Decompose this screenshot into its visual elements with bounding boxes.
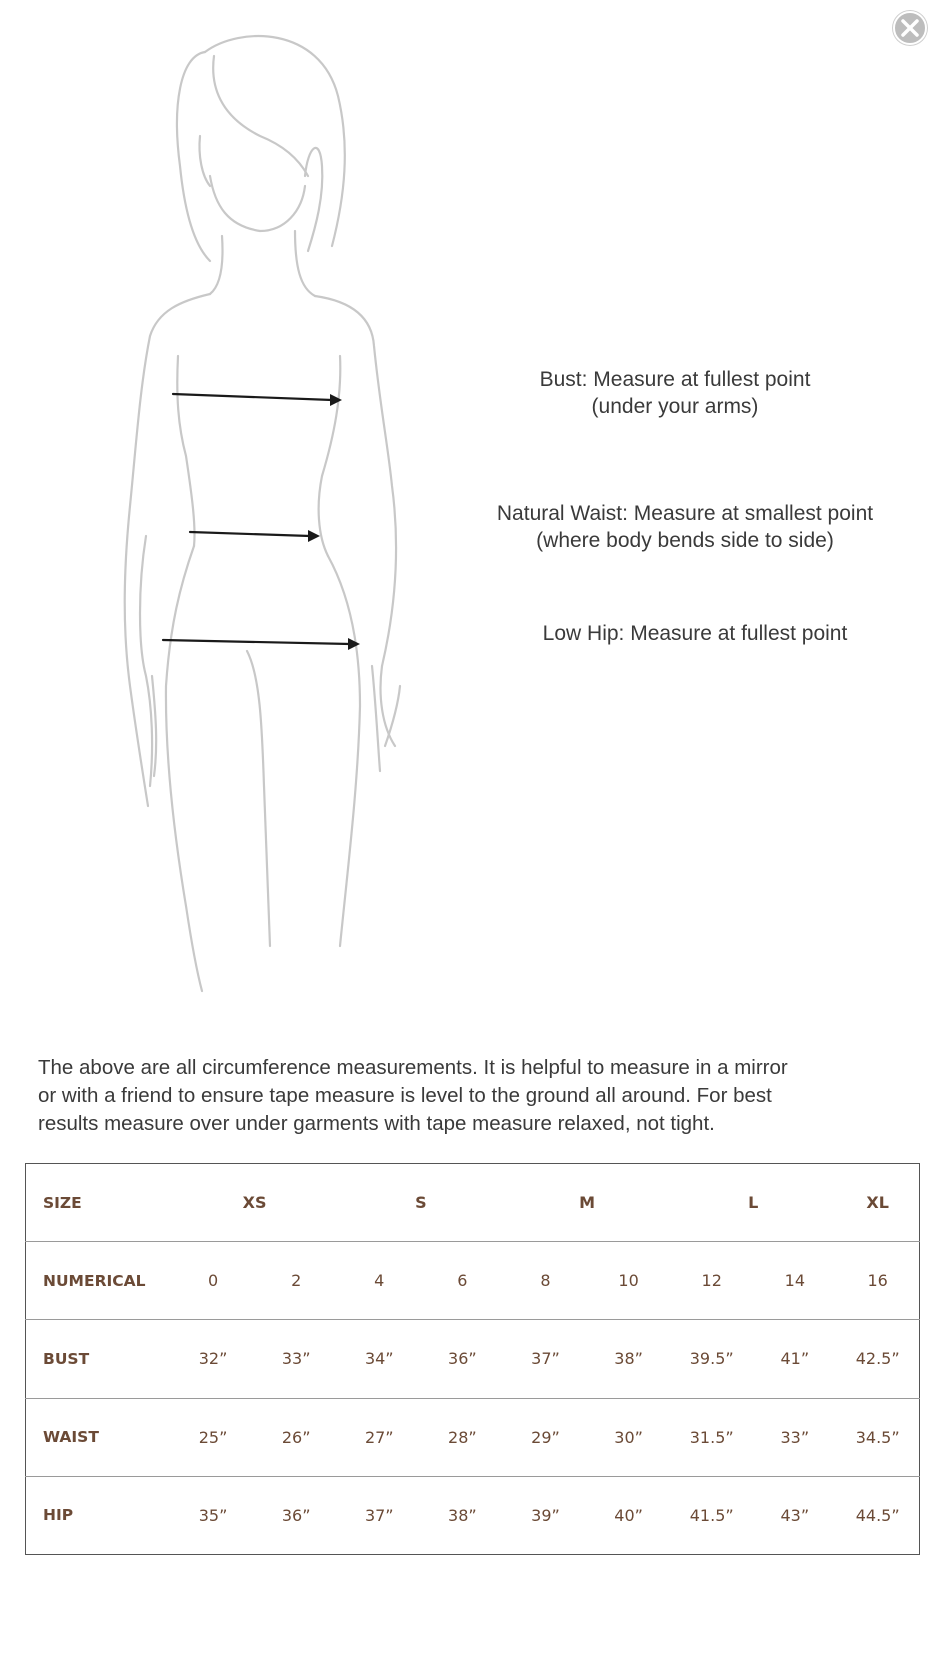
table-row-hip — [26, 1476, 920, 1554]
table-cell: 42.5” — [836, 1320, 919, 1398]
measurement-note-line1: The above are all circumference measurements. It is helpful to measure in a mirror — [38, 1056, 788, 1079]
table-cell: 39” — [531, 1505, 560, 1525]
table-cell: 27” — [338, 1398, 421, 1476]
measurement-note-line2: or with a friend to ensure tape measure is level to the ground all around. For best — [38, 1084, 772, 1107]
table-row-numerical — [26, 1242, 920, 1320]
table-cell: 12 — [670, 1242, 753, 1320]
table-cell: 8 — [504, 1242, 587, 1320]
size-xs: XS — [172, 1164, 338, 1242]
table-cell: 31.5” — [670, 1398, 753, 1476]
table-cell: 4 — [338, 1242, 421, 1320]
table-cell: 37” — [504, 1320, 587, 1398]
waist-instruction-line1: Natural Waist: Measure at smallest point — [496, 502, 874, 525]
row-label-bust: BUST — [26, 1320, 172, 1398]
table-cell: 41” — [753, 1320, 836, 1398]
table-cell: 10 — [587, 1242, 670, 1320]
table-cell: 37” — [364, 1505, 394, 1525]
table-cell: 44.5” — [855, 1505, 900, 1525]
close-icon — [892, 10, 928, 46]
table-cell: 38” — [448, 1505, 477, 1525]
table-cell: 40” — [614, 1505, 643, 1525]
size-chart-table — [25, 1163, 920, 1555]
table-cell: 34” — [338, 1320, 421, 1398]
table-row-size — [26, 1164, 920, 1242]
table-cell: 14 — [753, 1242, 836, 1320]
table-cell: 28” — [421, 1398, 504, 1476]
table-cell: 2 — [255, 1242, 338, 1320]
table-cell: 29” — [504, 1398, 587, 1476]
row-label-hip: HIP — [43, 1506, 74, 1525]
table-cell: 35” — [198, 1505, 228, 1525]
waist-instruction-line2: (where body bends side to side) — [536, 529, 834, 552]
table-cell: 36” — [421, 1320, 504, 1398]
waist-instruction — [460, 500, 910, 554]
size-l: L — [670, 1164, 836, 1242]
table-cell: 32” — [172, 1320, 255, 1398]
table-row-waist — [26, 1398, 920, 1476]
table-cell: 26” — [255, 1398, 338, 1476]
table-cell: 6 — [421, 1242, 504, 1320]
row-label-numerical: NUMERICAL — [26, 1242, 172, 1320]
bust-instruction-line1: Bust: Measure at fullest point — [539, 368, 811, 391]
table-cell: 39.5” — [670, 1320, 753, 1398]
measurement-note — [38, 1054, 918, 1138]
table-cell: 38” — [587, 1320, 670, 1398]
table-cell: 43” — [780, 1505, 810, 1525]
bust-instruction — [470, 366, 880, 420]
table-cell: 0 — [172, 1242, 255, 1320]
table-cell: 33” — [753, 1398, 836, 1476]
table-cell: 36” — [281, 1505, 311, 1525]
table-cell: 30” — [587, 1398, 670, 1476]
size-s: S — [338, 1164, 504, 1242]
table-cell: 34.5” — [836, 1398, 919, 1476]
hip-instruction — [490, 620, 900, 647]
table-row-bust — [26, 1320, 920, 1398]
row-label-waist: WAIST — [26, 1398, 172, 1476]
size-m: M — [504, 1164, 670, 1242]
bust-instruction-line2: (under your arms) — [591, 395, 759, 418]
table-cell: 25” — [172, 1398, 255, 1476]
close-button[interactable] — [892, 10, 928, 46]
table-cell: 33” — [255, 1320, 338, 1398]
table-cell: 41.5” — [689, 1505, 734, 1525]
measurement-note-line3: results measure over under garments with tape measure relaxed, not tight. — [38, 1112, 715, 1135]
hip-instruction-line1: Low Hip: Measure at fullest point — [542, 622, 848, 645]
table-cell: 16 — [836, 1242, 919, 1320]
size-xl: XL — [836, 1164, 919, 1242]
body-measurement-illustration — [110, 26, 450, 1016]
row-label-size: SIZE — [26, 1164, 172, 1242]
